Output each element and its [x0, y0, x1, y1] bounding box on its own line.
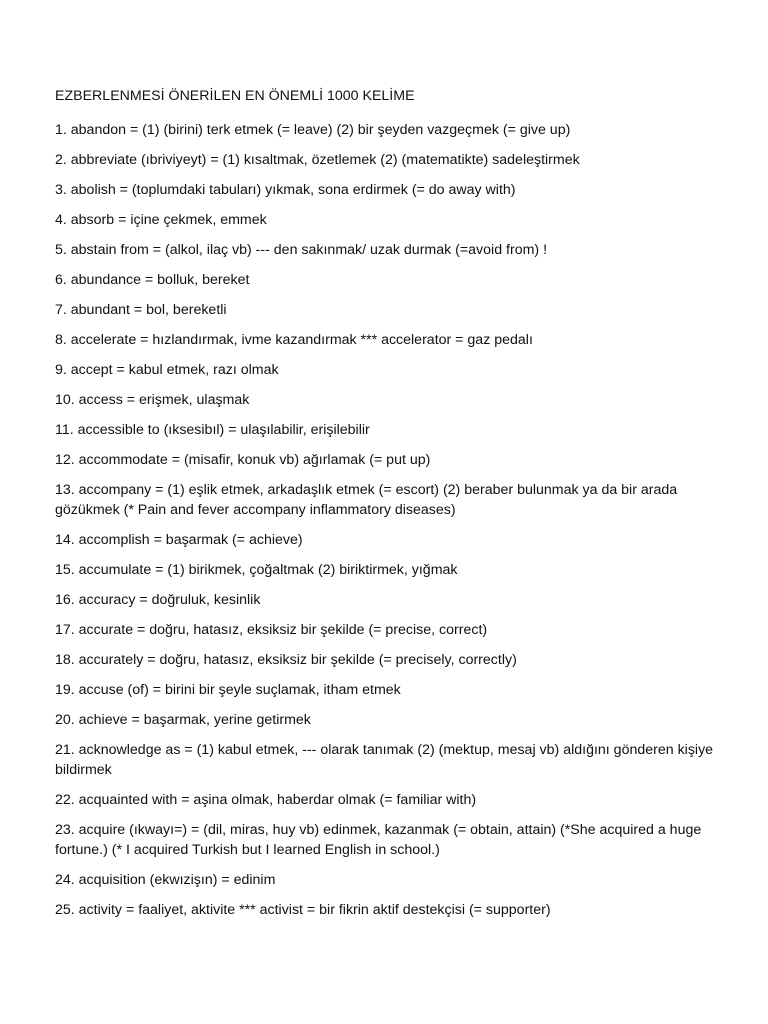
- vocabulary-entry: 4. absorb = içine çekmek, emmek: [55, 212, 267, 228]
- vocabulary-entry: 23. acquire (ıkwayı=) = (dil, miras, huy vb) edinmek, kazanmak (= obtain, attain) (*She acquired a huge fortune.) (* I acquired Turkish but I learned English in school.): [55, 822, 702, 858]
- vocabulary-entry: 14. accomplish = başarmak (= achieve): [55, 532, 303, 548]
- vocabulary-entry: 10. access = erişmek, ulaşmak: [55, 392, 250, 408]
- vocabulary-entry: 19. accuse (of) = birini bir şeyle suçlamak, itham etmek: [55, 682, 401, 698]
- vocabulary-entry: 7. abundant = bol, bereketli: [55, 302, 227, 318]
- vocabulary-entry: 6. abundance = bolluk, bereket: [55, 272, 250, 288]
- vocabulary-entry: 15. accumulate = (1) birikmek, çoğaltmak (2) biriktirmek, yığmak: [55, 562, 458, 578]
- vocabulary-entry: 11. accessible to (ıksesibıl) = ulaşılabilir, erişilebilir: [55, 422, 370, 438]
- vocabulary-entry: 22. acquainted with = aşina olmak, haberdar olmak (= familiar with): [55, 792, 477, 808]
- vocabulary-entry: 8. accelerate = hızlandırmak, ivme kazandırmak *** accelerator = gaz pedalı: [55, 332, 533, 348]
- vocabulary-entry: 21. acknowledge as = (1) kabul etmek, --- olarak tanımak (2) (mektup, mesaj vb) aldığını gönderen kişiye bildirmek: [55, 742, 714, 778]
- document-page: [55, 86, 735, 930]
- vocabulary-list: [55, 120, 735, 920]
- vocabulary-entry: 12. accommodate = (misafir, konuk vb) ağırlamak (= put up): [55, 452, 431, 468]
- vocabulary-entry: 13. accompany = (1) eşlik etmek, arkadaşlık etmek (= escort) (2) beraber bulunmak ya da bir arada gözükmek (* Pain and fever accompany inflammatory diseases): [55, 482, 678, 518]
- vocabulary-entry: 1. abandon = (1) (birini) terk etmek (= leave) (2) bir şeyden vazgeçmek (= give up): [55, 122, 571, 138]
- vocabulary-entry: 18. accurately = doğru, hatasız, eksiksiz bir şekilde (= precisely, correctly): [55, 652, 517, 668]
- document-title: EZBERLENMESİ ÖNERİLEN EN ÖNEMLİ 1000 KELİME: [55, 88, 415, 104]
- vocabulary-entry: 20. achieve = başarmak, yerine getirmek: [55, 712, 311, 728]
- vocabulary-entry: 9. accept = kabul etmek, razı olmak: [55, 362, 279, 378]
- vocabulary-entry: 5. abstain from = (alkol, ilaç vb) --- den sakınmak/ uzak durmak (=avoid from) !: [55, 242, 548, 258]
- vocabulary-entry: 3. abolish = (toplumdaki tabuları) yıkmak, sona erdirmek (= do away with): [55, 182, 516, 198]
- vocabulary-entry: 24. acquisition (ekwızişın) = edinim: [55, 872, 276, 888]
- vocabulary-entry: 2. abbreviate (ıbriviyeyt) = (1) kısaltmak, özetlemek (2) (matematikte) sadeleştirmek: [55, 152, 580, 168]
- vocabulary-entry: 25. activity = faaliyet, aktivite *** activist = bir fikrin aktif destekçisi (= supporter): [55, 902, 551, 918]
- vocabulary-entry: 17. accurate = doğru, hatasız, eksiksiz bir şekilde (= precise, correct): [55, 622, 488, 638]
- vocabulary-entry: 16. accuracy = doğruluk, kesinlik: [55, 592, 261, 608]
